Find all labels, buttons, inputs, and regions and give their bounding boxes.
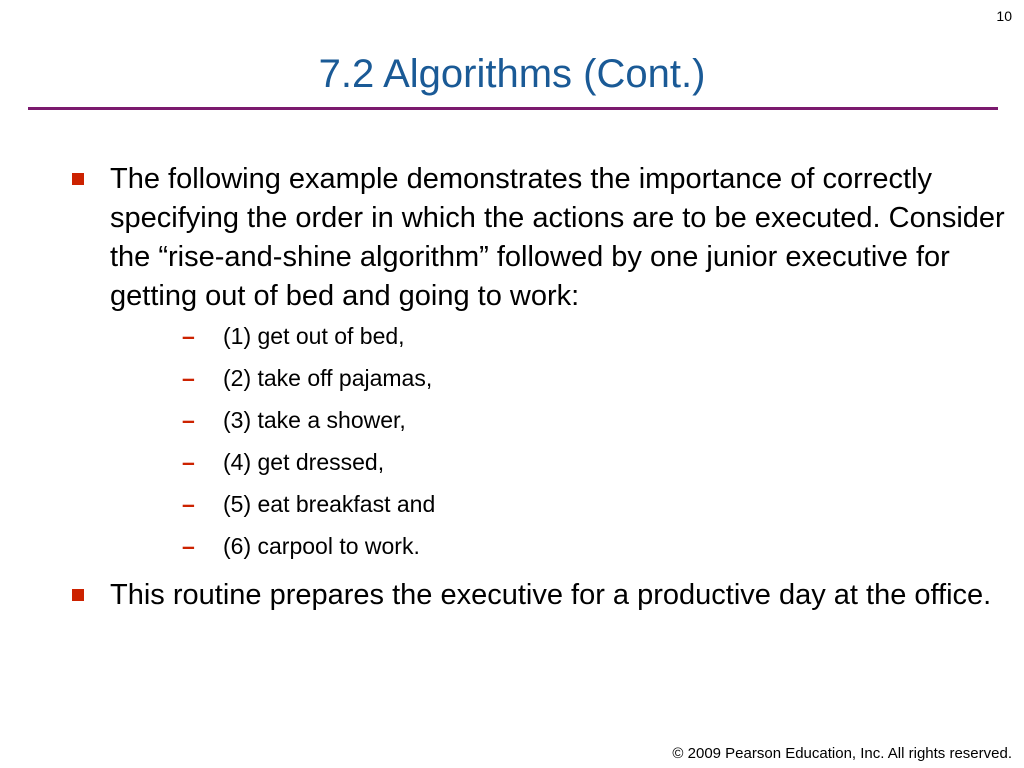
title-divider bbox=[28, 107, 998, 110]
slide-title: 7.2 Algorithms (Cont.) bbox=[318, 52, 706, 96]
sub-item-text: (4) get dressed, bbox=[223, 449, 385, 475]
dash-bullet-icon: – bbox=[182, 323, 195, 349]
bullet-item bbox=[72, 160, 1007, 574]
sub-list-item bbox=[110, 490, 1007, 532]
sub-item-text: (6) carpool to work. bbox=[223, 533, 420, 559]
slide-content bbox=[72, 160, 1007, 615]
bullet-text: This routine prepares the executive for a productive day at the office. bbox=[110, 579, 992, 611]
copyright-footer: © 2009 Pearson Education, Inc. All rights reserved. bbox=[672, 745, 1012, 762]
dash-bullet-icon: – bbox=[182, 365, 195, 391]
square-bullet-icon bbox=[72, 589, 84, 601]
dash-bullet-icon: – bbox=[182, 449, 195, 475]
sub-item-text: (1) get out of bed, bbox=[223, 323, 405, 349]
sub-list-item bbox=[110, 448, 1007, 490]
sub-list-item bbox=[110, 364, 1007, 406]
sub-item-text: (5) eat breakfast and bbox=[223, 491, 436, 517]
sub-list-item bbox=[110, 532, 1007, 574]
bullet-text: The following example demonstrates the importance of correctly specifying the order in which the actions are to be executed. Consider the “rise-and-shine algorithm” followed by one junior executive for getting out of bed and going to work: bbox=[110, 163, 1005, 312]
sub-item-text: (2) take off pajamas, bbox=[223, 365, 433, 391]
dash-bullet-icon: – bbox=[182, 533, 195, 559]
page-number: 10 bbox=[996, 8, 1012, 24]
dash-bullet-icon: – bbox=[182, 407, 195, 433]
sub-list-item bbox=[110, 406, 1007, 448]
sub-list-item bbox=[110, 322, 1007, 364]
bullet-item bbox=[72, 576, 1007, 615]
sub-item-text: (3) take a shower, bbox=[223, 407, 406, 433]
square-bullet-icon bbox=[72, 173, 84, 185]
dash-bullet-icon: – bbox=[182, 491, 195, 517]
sub-list bbox=[110, 322, 1007, 574]
